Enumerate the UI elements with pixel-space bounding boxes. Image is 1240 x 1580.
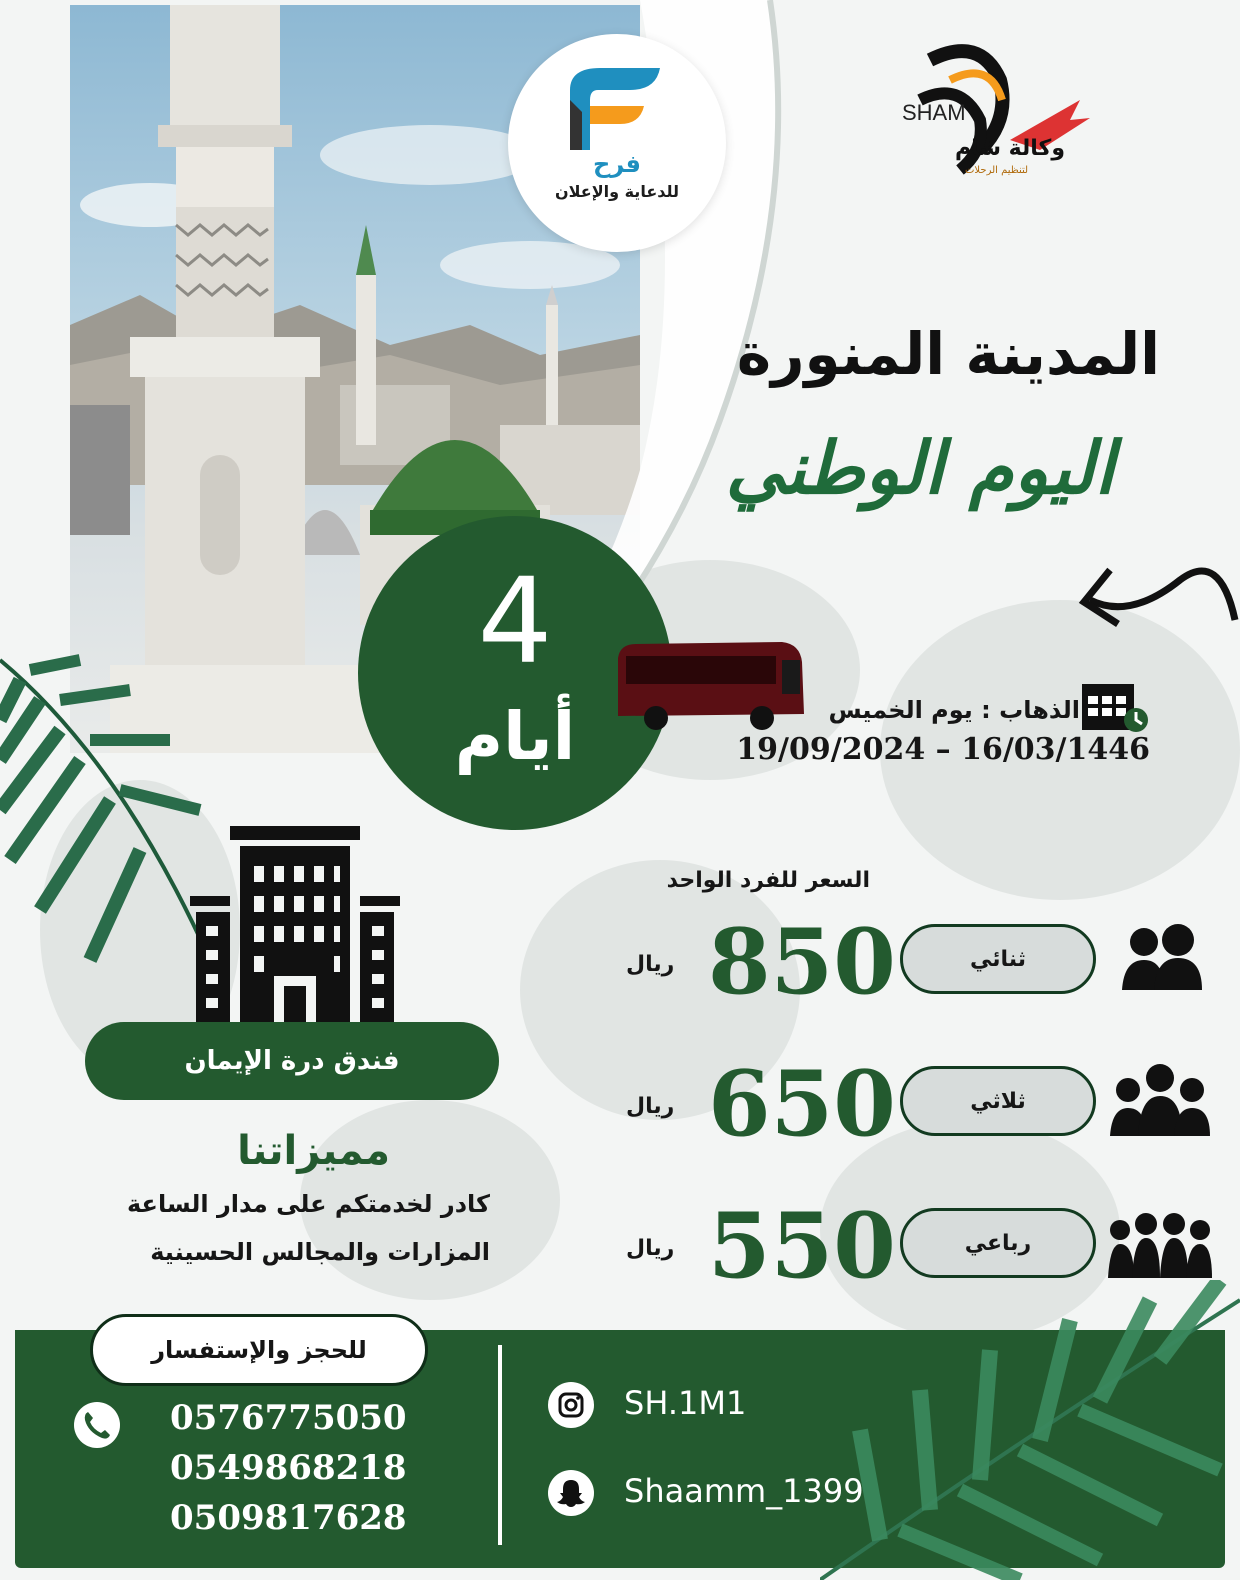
price-row-double — [600, 909, 1210, 1015]
duration-number: 4 — [477, 552, 553, 690]
price-currency: ريال — [626, 1094, 675, 1119]
room-type-pill: رباعي — [900, 1208, 1096, 1278]
price-value: 650 — [708, 1051, 896, 1157]
price-heading: السعر للفرد الواحد — [666, 868, 870, 893]
feature-item: المزارات والمجالس الحسينية — [150, 1238, 490, 1266]
phone-icon — [74, 1402, 120, 1448]
three-people-icon — [1108, 1062, 1212, 1142]
snapchat-handle[interactable]: Shaamm_1399 — [624, 1472, 864, 1510]
instagram-icon — [548, 1382, 594, 1428]
duration-unit: أيام — [454, 698, 576, 775]
sham-logo-mark-text: SHAM — [902, 100, 966, 125]
price-currency: ريال — [626, 1236, 675, 1261]
snapchat-icon — [548, 1470, 594, 1516]
farah-logo-subtitle: للدعاية والإعلان — [554, 182, 680, 201]
sham-logo-name: وكالة شام — [955, 136, 1066, 161]
room-type-pill: ثلاثي — [900, 1066, 1096, 1136]
hotel-name: فندق درة الإيمان — [85, 1022, 499, 1100]
title-national-day: اليوم الوطني — [725, 425, 1115, 510]
departure-dates: 19/09/2024 – 16/03/1446 — [736, 732, 1150, 767]
hotel-building-icon — [190, 826, 400, 1026]
two-people-icon — [1108, 920, 1212, 1000]
instagram-handle[interactable]: SH.1M1 — [624, 1384, 747, 1422]
booking-label: للحجز والإستفسار — [90, 1314, 428, 1386]
four-people-icon — [1108, 1204, 1212, 1284]
room-type-pill: ثنائي — [900, 924, 1096, 994]
farah-f-mark — [560, 60, 670, 152]
footer-divider — [498, 1345, 502, 1545]
departure-day: الذهاب : يوم الخميس — [828, 696, 1080, 724]
phone-number[interactable]: 0549868218 — [170, 1448, 407, 1488]
price-value: 850 — [708, 909, 896, 1015]
curved-arrow-icon — [1070, 540, 1240, 660]
price-row-triple — [600, 1051, 1210, 1157]
calendar-icon — [1080, 676, 1150, 734]
title-city: المدينة المنورة — [736, 320, 1160, 388]
farah-logo-name: فرح — [593, 150, 641, 178]
sham-logo-subtitle: لتنظيم الرحلات — [965, 165, 1029, 176]
palm-leaf-icon — [0, 640, 220, 970]
price-currency: ريال — [626, 952, 675, 977]
palm-leaf-icon — [820, 1280, 1240, 1580]
phone-number[interactable]: 0576775050 — [170, 1398, 407, 1438]
phone-number[interactable]: 0509817628 — [170, 1498, 407, 1538]
feature-item: كادر لخدمتكم على مدار الساعة — [127, 1190, 490, 1218]
features-title: مميزاتنا — [237, 1128, 390, 1174]
farah-logo — [508, 34, 726, 252]
price-value: 550 — [708, 1193, 896, 1299]
